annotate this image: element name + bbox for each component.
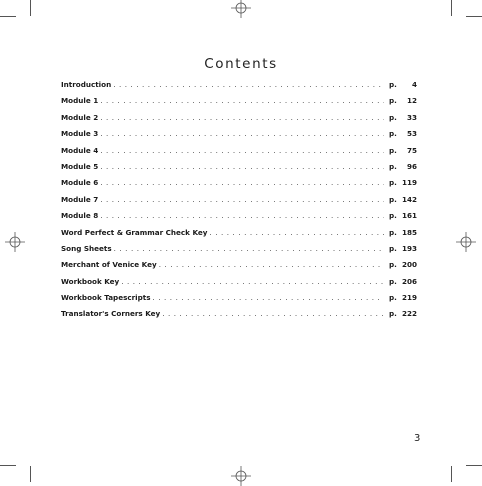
page-abbrev: p. [389,260,397,270]
crop-mark [30,466,31,482]
toc-entry [61,110,417,126]
page-abbrev: p. [389,161,397,171]
registration-mark-icon [231,466,251,486]
registration-mark-icon [231,0,251,18]
toc-entry-label: Module 6 [61,178,99,188]
toc-entry [61,290,417,306]
crop-mark [30,0,31,16]
toc-entry-label: Module 3 [61,129,99,139]
toc-entry-page: 96 [406,161,417,171]
dot-leader [100,175,384,191]
table-of-contents [61,77,417,323]
page-abbrev: p. [389,227,397,237]
page-abbrev: p. [389,145,397,155]
page-abbrev: p. [389,243,397,253]
toc-entry [61,77,417,93]
dot-leader [100,93,384,109]
page-abbrev: p. [389,276,397,286]
dot-leader [159,257,384,273]
page-abbrev: p. [389,178,397,188]
toc-entry-page: 200 [401,260,417,270]
toc-entry-page: 33 [406,112,417,122]
toc-entry-label: Song Sheets [61,243,112,253]
toc-entry-page: 53 [406,129,417,139]
toc-entry [61,192,417,208]
page-abbrev: p. [389,309,397,319]
toc-entry [61,257,417,273]
toc-entry [61,208,417,224]
toc-entry-label: Module 5 [61,161,99,171]
dot-leader [100,192,384,208]
toc-entry-label: Module 1 [61,96,99,106]
toc-entry-label: Introduction [61,80,112,89]
page-number: 3 [414,433,421,444]
toc-entry-page: 222 [401,309,417,319]
dot-leader [114,241,384,257]
toc-entry [61,241,417,257]
toc-entry-page: 219 [401,293,417,303]
toc-entry [61,175,417,191]
toc-entry-page: 142 [401,194,417,204]
page-abbrev: p. [389,96,397,106]
toc-entry-page: 206 [401,276,417,286]
toc-entry [61,93,417,109]
toc-entry-label: Merchant of Venice Key [61,260,157,270]
toc-entry-label: Translator's Corners Key [61,309,161,319]
toc-entry-label: Module 8 [61,211,99,221]
crop-mark [451,0,452,16]
crop-mark [466,16,482,17]
toc-entry [61,143,417,159]
toc-entry [61,274,417,290]
page-abbrev: p. [389,293,397,303]
toc-entry [61,306,417,322]
toc-entry-label: Workbook Key [61,276,120,286]
toc-entry-page: 119 [401,178,417,188]
page-title: Contents [204,56,278,72]
crop-mark [0,16,16,17]
toc-entry-page: 4 [411,80,417,89]
toc-entry-page: 161 [401,211,417,221]
page-abbrev: p. [389,80,397,89]
dot-leader [100,159,384,175]
toc-entry [61,126,417,142]
toc-entry-label: Module 2 [61,112,99,122]
toc-entry-page: 75 [406,145,417,155]
crop-mark [466,465,482,466]
toc-entry-label: Module 4 [61,145,99,155]
dot-leader [162,306,384,322]
registration-mark-icon [5,232,25,252]
dot-leader [100,208,384,224]
toc-entry [61,159,417,175]
dot-leader [209,225,384,241]
dot-leader [100,143,384,159]
toc-entry-label: Word Perfect & Grammar Check Key [61,227,208,237]
dot-leader [153,290,385,306]
dot-leader [100,126,384,142]
toc-entry-label: Workbook Tapescripts [61,293,151,303]
toc-entry-page: 193 [401,243,417,253]
page-abbrev: p. [389,194,397,204]
page-abbrev: p. [389,211,397,221]
toc-entry-page: 12 [406,96,417,106]
dot-leader [121,274,384,290]
registration-mark-icon [456,232,476,252]
crop-mark [0,465,16,466]
crop-mark [451,466,452,482]
dot-leader [100,110,384,126]
toc-entry-label: Module 7 [61,194,99,204]
page-abbrev: p. [389,112,397,122]
page-abbrev: p. [389,129,397,139]
dot-leader [113,77,384,93]
toc-entry [61,225,417,241]
toc-entry-page: 185 [401,227,417,237]
